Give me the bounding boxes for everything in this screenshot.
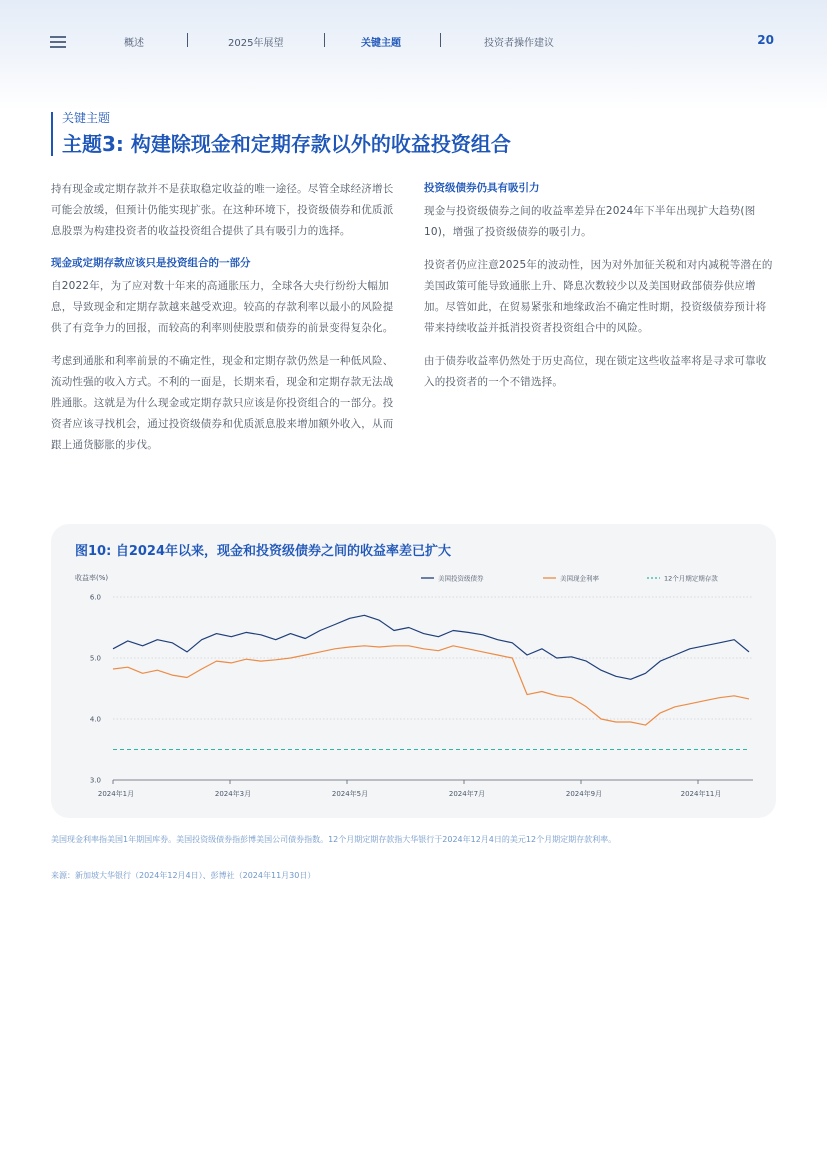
x-tick-label: 2024年11月 [680, 790, 722, 798]
chart-title: 图10: 自2024年以来，现金和投资级债券之间的收益率差已扩大 [75, 544, 451, 559]
chart-source: 来源：新加坡大华银行（2024年12月4日）、彭博社（2024年11月30日） [51, 871, 316, 880]
intro-paragraph: 持有现金或定期存款并不是获取稳定收益的唯一途径。尽管全球经济增长可能会放缓，但预计仍能实现扩张。在这种环境下，投资级债券和优质派息股票为构建投资者的收益投资组合提供了具有吸引力的选择。 [51, 183, 394, 237]
body-paragraph: 考虑到通胀和利率前景的不确定性，现金和定期存款仍然是一种低风险、流动性强的收入方式。不利的一面是，长期来看，现金和定期存款无法战胜通胀。这就是为什么现金或定期存款只应该是你投资组合的一部分。投资者应该寻找机会，通过投资级债券和优质派息股来增加额外收入，从而跟上通货膨胀的步伐。 [51, 355, 394, 451]
nav-item-investor-advice[interactable]: 投资者操作建议 [484, 38, 554, 49]
body-paragraph: 由于债券收益率仍然处于历史高位，现在锁定这些收益率将是寻求可靠收入的投资者的一个不错选择。 [424, 355, 767, 388]
nav-item-overview[interactable]: 概述 [124, 38, 144, 49]
legend-entry: 12个月期定期存款 [664, 574, 718, 583]
section-label: 关键主题 [62, 111, 111, 125]
nav-item-key-themes[interactable]: 关键主题 [361, 38, 401, 49]
yield-chart [51, 524, 776, 818]
x-tick-label: 2024年9月 [565, 790, 603, 798]
nav-divider [440, 33, 441, 47]
nav-divider [324, 33, 325, 47]
right-column [424, 179, 774, 405]
page-title: 主题3: 构建除现金和定期存款以外的收益投资组合 [62, 132, 511, 156]
x-tick-label: 2024年7月 [448, 790, 486, 798]
legend-entry: 美国现金利率 [560, 574, 599, 583]
legend-entry: 美国投资级债券 [438, 574, 484, 583]
x-tick-label: 2024年1月 [97, 790, 135, 798]
hamburger-menu-icon[interactable] [50, 36, 66, 48]
body-paragraph: 投资者仍应注意2025年的波动性，因为对外加征关税和对内减税等潜在的美国政策可能导致通胀上升、降息次数较少以及美国财政部债券供应增加。尽管如此，在贸易紧张和地缘政治不确定性时期，投资级债券预计将带来持续收益并抵消投资者投资组合中的风险。 [424, 259, 773, 334]
page-number: 20 [757, 33, 774, 47]
y-axis-label: 收益率(%) [75, 574, 109, 582]
subheading-ig-bonds: 投资级债券仍具有吸引力 [424, 182, 540, 194]
y-tick-label: 5.0 [89, 654, 101, 663]
chart-footnote: 美国现金利率指美国1年期国库券。美国投资级债券指彭博美国公司债券指数。12个月期定期存款指大华银行于2024年12月4日的美元12个月期定期存款利率。 [51, 835, 617, 844]
x-tick-label: 2024年5月 [331, 790, 369, 798]
x-tick-label: 2024年3月 [214, 790, 252, 798]
left-column [51, 179, 401, 468]
series-line-2 [113, 646, 749, 725]
y-tick-label: 4.0 [89, 715, 101, 724]
body-paragraph: 自2022年，为了应对数十年来的高通胀压力，全球各大央行纷纷大幅加息，导致现金和定期存款越来越受欢迎。较高的存款利率以最小的风险提供了有竞争力的回报，而较高的利率则使股票和债券的前景变得复杂化。 [51, 280, 394, 334]
y-tick-label: 6.0 [89, 593, 101, 602]
series-line-1 [113, 615, 749, 679]
top-navigation [0, 28, 827, 56]
title-accent-bar [51, 112, 53, 156]
nav-item-outlook-2025[interactable]: 2025年展望 [228, 38, 284, 49]
nav-divider [187, 33, 188, 47]
y-tick-label: 3.0 [89, 776, 101, 785]
body-paragraph: 现金与投资级债券之间的收益率差异在2024年下半年出现扩大趋势(图10)，增强了投资级债券的吸引力。 [424, 205, 756, 238]
chart-card [51, 524, 776, 818]
subheading-cash-deposits: 现金或定期存款应该只是投资组合的一部分 [51, 257, 251, 269]
